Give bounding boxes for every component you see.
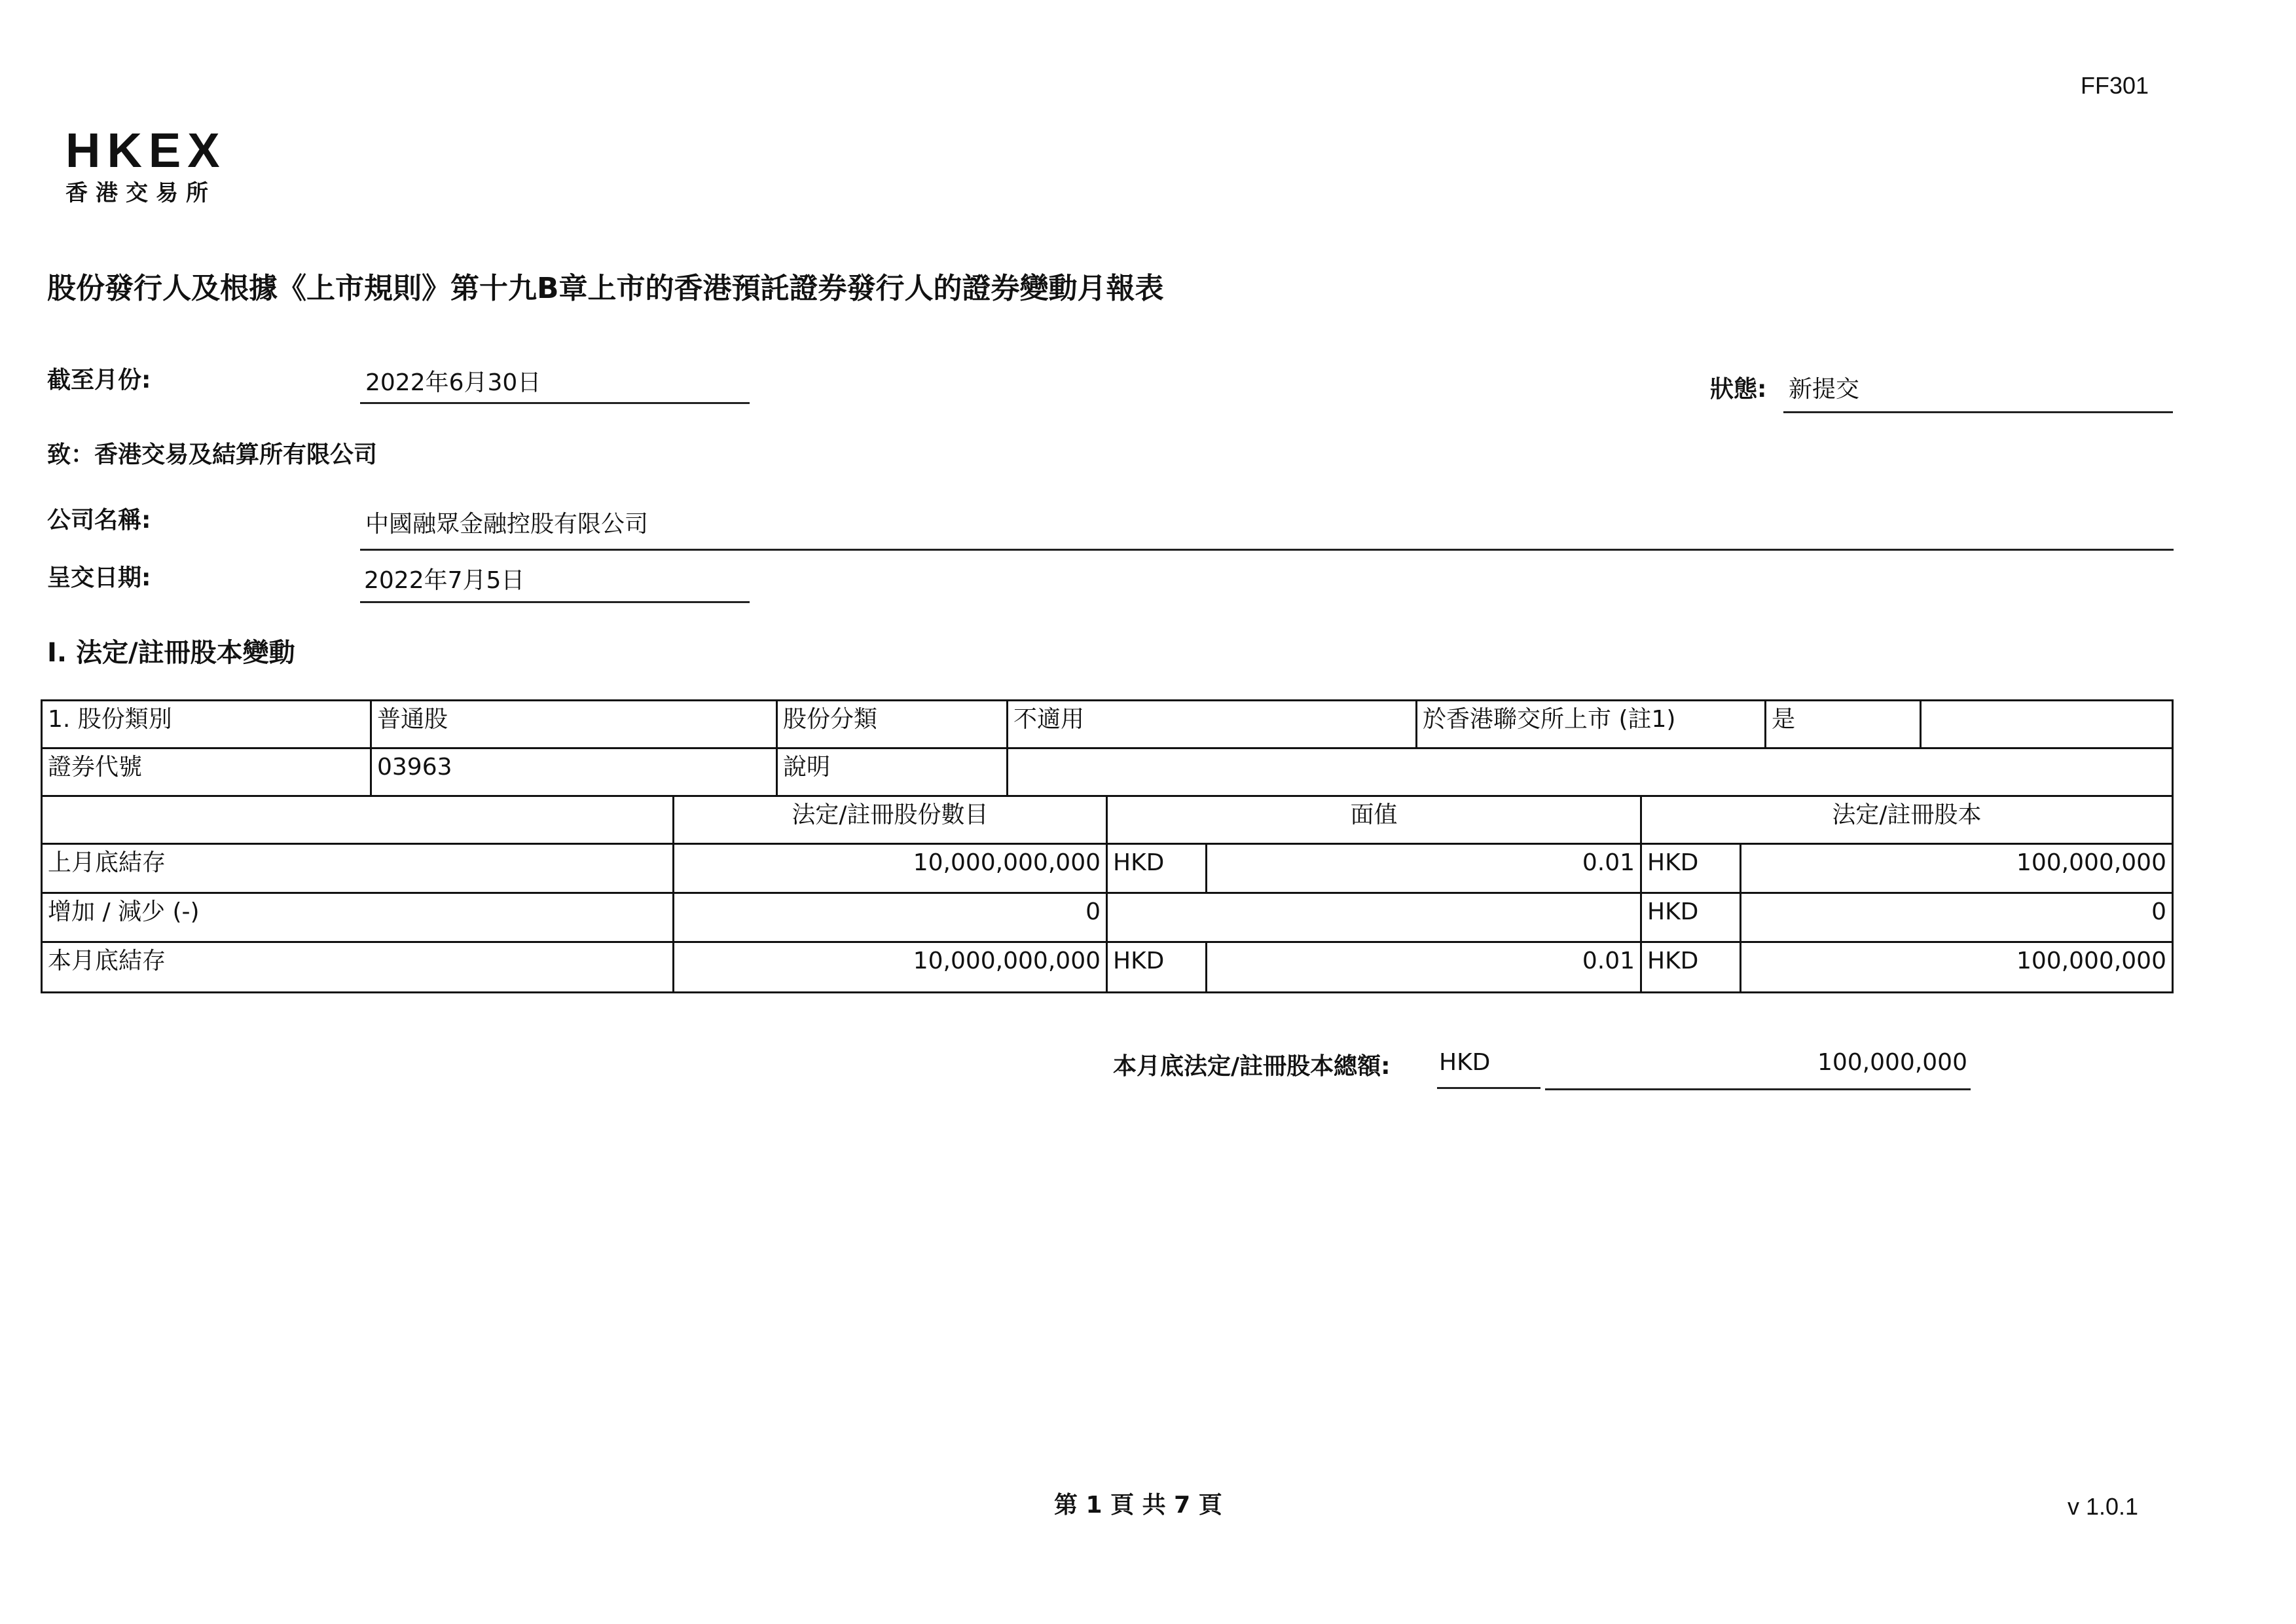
col-header-shares: 法定/註冊股份數目 bbox=[672, 795, 1108, 845]
total-currency-underline bbox=[1437, 1087, 1540, 1089]
col-header-par: 面值 bbox=[1106, 795, 1642, 845]
description-label: 說明 bbox=[776, 747, 1008, 797]
row-label: 增加 / 減少 (-) bbox=[41, 892, 674, 943]
row-label: 上月底結存 bbox=[41, 843, 674, 894]
month-value: 2022年6月30日 bbox=[365, 369, 541, 396]
version-label: v 1.0.1 bbox=[2068, 1493, 2139, 1520]
stock-code-label: 證券代號 bbox=[41, 747, 372, 797]
row-capital-value: 0 bbox=[1740, 892, 2174, 943]
row-capital-value: 100,000,000 bbox=[1740, 941, 2174, 993]
row-par-value: 0.01 bbox=[1205, 941, 1642, 993]
share-subclass-label: 股份分類 bbox=[776, 699, 1008, 749]
company-underline bbox=[360, 549, 2174, 551]
logo-text-zh: 香港交易所 bbox=[65, 180, 216, 206]
row-capital-currency: HKD bbox=[1640, 892, 1741, 943]
row-capital-currency: HKD bbox=[1640, 843, 1741, 894]
row-par-currency: HKD bbox=[1106, 941, 1207, 993]
submit-date-underline bbox=[360, 601, 750, 603]
total-capital-currency: HKD bbox=[1439, 1049, 1491, 1076]
status-label: 狀態: bbox=[1710, 376, 1767, 403]
hkex-logo bbox=[65, 124, 255, 210]
company-value: 中國融眾金融控股有限公司 bbox=[365, 511, 649, 538]
total-capital-label: 本月底法定/註冊股本總額: bbox=[1113, 1053, 1391, 1080]
total-value-underline bbox=[1545, 1088, 1971, 1090]
form-code: FF301 bbox=[2081, 72, 2149, 99]
row-label: 本月底結存 bbox=[41, 941, 674, 993]
row-shares: 10,000,000,000 bbox=[672, 941, 1108, 993]
col-header-capital: 法定/註冊股本 bbox=[1640, 795, 2174, 845]
row-shares: 10,000,000,000 bbox=[672, 843, 1108, 894]
row-capital-currency: HKD bbox=[1640, 941, 1741, 993]
share-class-value: 普通股 bbox=[370, 699, 778, 749]
page-number: 第 1 頁 共 7 頁 bbox=[1054, 1492, 1222, 1519]
row-shares: 0 bbox=[672, 892, 1108, 943]
share-subclass-value: 不適用 bbox=[1006, 699, 1417, 749]
row-capital-value: 100,000,000 bbox=[1740, 843, 2174, 894]
listed-label: 於香港聯交所上市 (註1) bbox=[1415, 699, 1766, 749]
document-title: 股份發行人及根據《上市規則》第十九B章上市的香港預託證券發行人的證券變動月報表 bbox=[47, 272, 1164, 305]
row-par-currency: HKD bbox=[1106, 843, 1207, 894]
submit-date-value: 2022年7月5日 bbox=[364, 567, 525, 594]
status-value: 新提交 bbox=[1789, 376, 1860, 403]
status-underline bbox=[1783, 411, 2173, 413]
total-capital-value: 100,000,000 bbox=[1817, 1049, 1967, 1076]
listed-value: 是 bbox=[1764, 699, 1922, 749]
month-label: 截至月份: bbox=[47, 367, 151, 394]
submit-date-label: 呈交日期: bbox=[47, 564, 151, 591]
description-value bbox=[1006, 747, 2174, 797]
stock-code-value: 03963 bbox=[370, 747, 778, 797]
logo-text-en: HKEX bbox=[65, 123, 227, 177]
company-label: 公司名稱: bbox=[47, 507, 151, 534]
share-class-label: 1. 股份類別 bbox=[41, 699, 372, 749]
header-blank-cell bbox=[41, 795, 674, 845]
row-par-merged bbox=[1106, 892, 1642, 943]
month-underline bbox=[360, 402, 750, 404]
section-title: I. 法定/註冊股本變動 bbox=[47, 638, 295, 668]
listed-extra-cell bbox=[1920, 699, 2174, 749]
row-par-value: 0.01 bbox=[1205, 843, 1642, 894]
addressee: 致：香港交易及結算所有限公司 bbox=[47, 441, 378, 468]
